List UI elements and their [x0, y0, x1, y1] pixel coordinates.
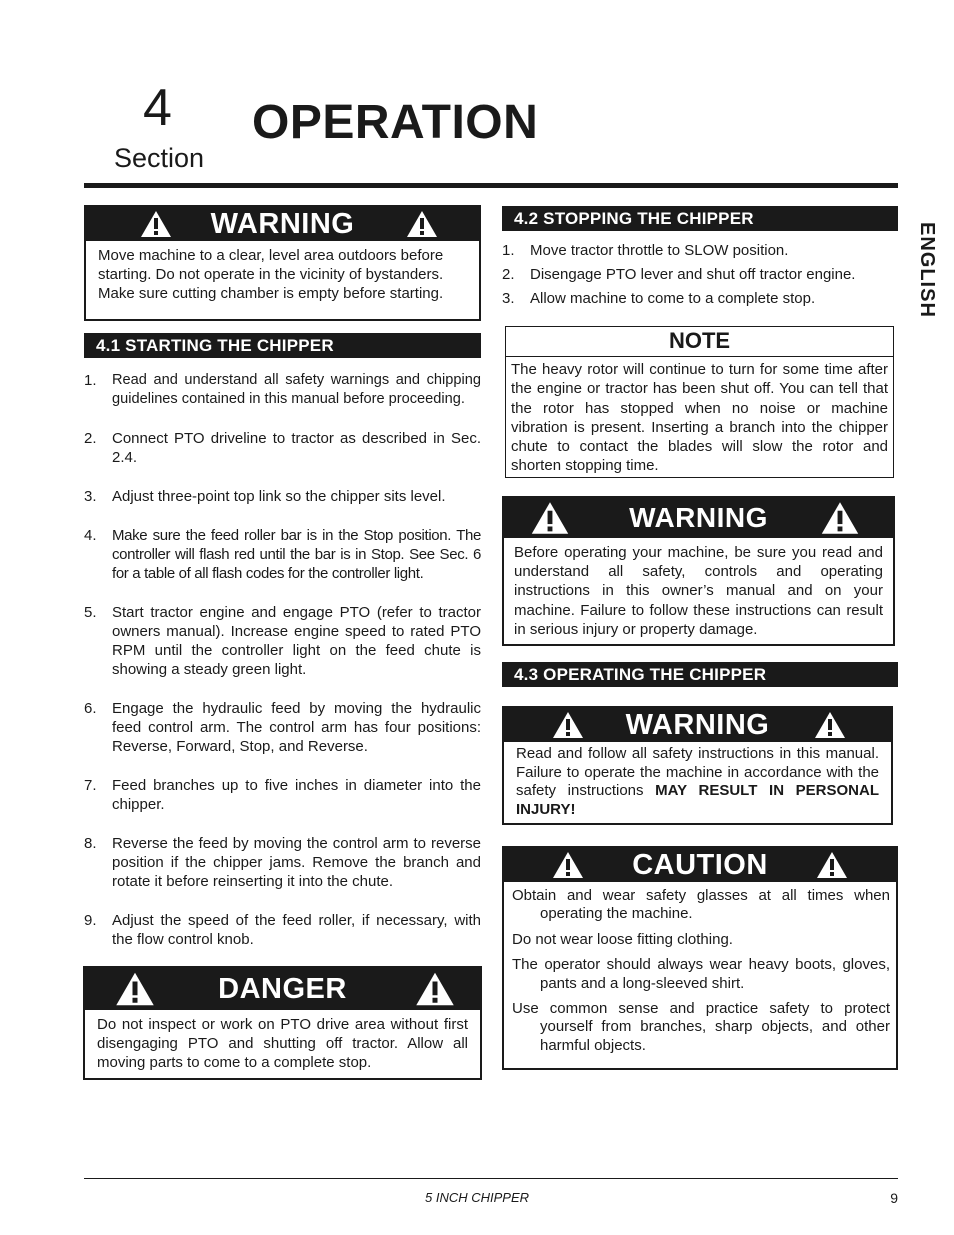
warning-heading: WARNING [625, 708, 770, 741]
section-number: 4 [143, 79, 172, 137]
danger-heading: DANGER [218, 972, 347, 1005]
list-item: 3. Adjust three-point top link so the chipper sits level. [84, 488, 446, 505]
list-item: 5. Start tractor engine and engage PTO (refer to tractor owners manual). Increase engine speed to rated PTO RPM until the controller light on the feed chute is showing a steady green light. [84, 604, 481, 678]
warning-triangle-icon [530, 501, 570, 535]
danger-body: Do not inspect or work on PTO drive area without first disengaging PTO and shutting off tractor. Allow all moving parts to come to a complete stop. [97, 1016, 468, 1072]
caution-header [504, 848, 896, 882]
section-label: Section [114, 143, 205, 173]
note-body: The heavy rotor will continue to turn for some time after the engine or tractor has been shut off. You can tell that the rotor has stopped when no noise or machine vibration is present. Inserting a branch into the chipper chute to contact the blades will slow the rotor and shorten stopping time. [511, 361, 888, 475]
note-box [505, 326, 894, 478]
footer-title: 5 INCH CHIPPER [424, 1190, 530, 1205]
page-number: 9 [890, 1190, 898, 1206]
list-item: 6. Engage the hydraulic feed by moving the hydraulic feed control arm. The control arm has four positions: Reverse, Forward, Stop, and Reverse. [84, 700, 481, 755]
list-item: 3. Allow machine to come to a complete stop. [502, 290, 816, 307]
list-item: 8. Reverse the feed by moving the control arm to reverse position if the chipper jams. Remove the branch and rotate it before reinserting it into the chute. [84, 835, 481, 890]
list-item: 1. Read and understand all safety warnings and chipping guidelines contained in this manual before proceeding. [84, 372, 481, 407]
warning-triangle-icon [115, 971, 155, 1007]
header-divider [84, 183, 898, 188]
list-item: Do not wear loose fitting clothing. [512, 930, 733, 948]
list-item: 1. Move tractor throttle to SLOW position. [502, 242, 789, 259]
caution-list [504, 882, 896, 1055]
section-heading-operating: 4.3 OPERATING THE CHIPPER [502, 662, 898, 687]
warning-box-instructions [502, 706, 893, 825]
page-title: OPERATION [252, 96, 539, 149]
section-heading-stopping: 4.2 STOPPING THE CHIPPER [502, 206, 898, 231]
list-item: 9. Adjust the speed of the feed roller, if necessary, with the flow control knob. [84, 912, 481, 948]
danger-box [83, 966, 482, 1080]
warning-body: Move machine to a clear, level area outdoors before starting. Do not operate in the vicinity of bystanders. Make sure cutting chamber is empty before starting. [98, 247, 444, 303]
warning-triangle-icon [415, 971, 455, 1007]
starting-steps-list [84, 371, 481, 949]
list-item: 2. Connect PTO driveline to tractor as described in Sec. 2.4. [84, 430, 481, 466]
caution-heading: CAUTION [632, 848, 768, 881]
warning-header [86, 207, 479, 241]
list-item: The operator should always wear heavy boots, gloves, pants and a long-sleeved shirt. [512, 956, 890, 992]
warning-triangle-icon [406, 210, 438, 238]
list-item: 4. Make sure the feed roller bar is in the Stop position. The controller will flash red until the bar is in Stop. See Sec. 6 for a table of all flash codes for the controller light. [84, 527, 481, 582]
warning-box-operating [502, 496, 895, 646]
warning-box-start [84, 205, 481, 321]
list-item: Obtain and wear safety glasses at all times when operating the machine. [512, 887, 890, 923]
warning-triangle-icon [552, 711, 584, 739]
warning-triangle-icon [552, 851, 584, 879]
warning-emphasis: MAY RESULT IN PERSONAL INJURY! [516, 782, 880, 818]
list-item: 7. Feed branches up to five inches in diameter into the chipper. [84, 777, 481, 813]
language-label: ENGLISH [916, 222, 938, 318]
warning-triangle-icon [816, 851, 848, 879]
footer-divider [84, 1178, 898, 1179]
warning-triangle-icon [820, 501, 860, 535]
warning-header [504, 708, 891, 742]
list-item: Use common sense and practice safety to protect yourself from branches, sharp objects, and other harmful objects. [512, 1000, 890, 1054]
warning-triangle-icon [140, 210, 172, 238]
language-tab [912, 222, 942, 332]
list-item: 2. Disengage PTO lever and shut off tractor engine. [502, 266, 856, 283]
warning-body: Before operating your machine, be sure you read and understand all safety, controls and operating instructions in this owner’s manual and on your machine. Failure to follow these instructions can result in serious injury or property damage. [514, 544, 883, 638]
warning-triangle-icon [814, 711, 846, 739]
caution-box [502, 846, 898, 1070]
stopping-steps-list [502, 239, 898, 311]
danger-header [85, 968, 480, 1010]
warning-heading: WARNING [629, 502, 768, 533]
warning-header [504, 498, 893, 538]
note-heading: NOTE [506, 327, 893, 357]
warning-body: Read and follow all safety instructions in this manual. Failure to operate the machine in accordance with the safety instructions MAY RESULT IN PERSONAL INJURY! [516, 745, 880, 818]
section-heading-starting: 4.1 STARTING THE CHIPPER [84, 333, 481, 358]
warning-heading: WARNING [210, 207, 355, 240]
